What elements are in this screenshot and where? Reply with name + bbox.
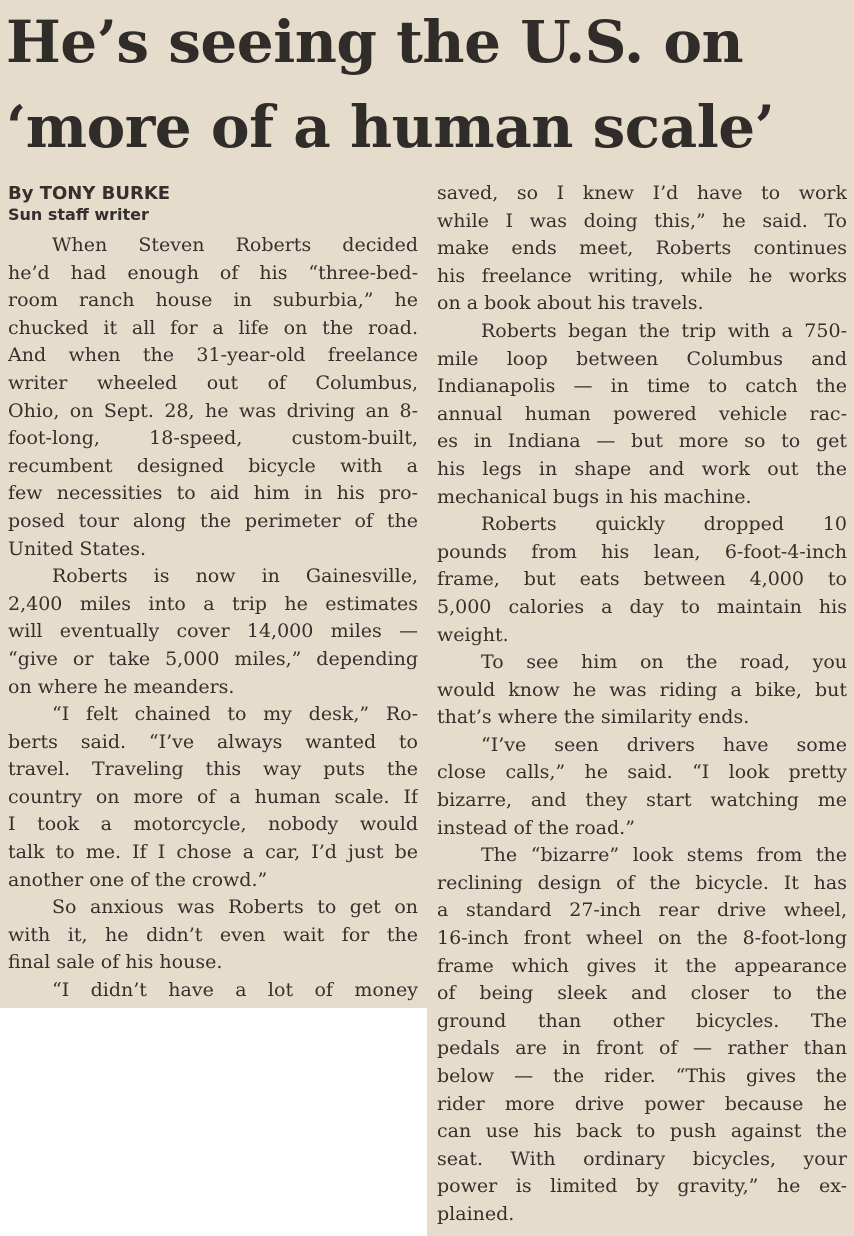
article-line: ground than other bicycles. The <box>437 1009 847 1032</box>
article-line: of being sleek and closer to the <box>437 982 847 1005</box>
article-line: country on more of a human scale. If <box>8 785 418 808</box>
article-line: reclining design of the bicycle. It has <box>437 871 847 894</box>
article-line: recumbent designed bicycle with a <box>8 454 418 477</box>
article-line: rider more drive power because he <box>437 1092 847 1115</box>
article-line: power is limited by gravity,” he ex- <box>437 1175 847 1198</box>
article-line: 16-inch front wheel on the 8-foot-long <box>437 927 847 950</box>
byline-role: Sun staff writer <box>8 205 149 224</box>
article-line: frame, but eats between 4,000 to <box>437 568 847 591</box>
article-line: final sale of his house. <box>8 951 223 974</box>
article-line: writer wheeled out of Columbus, <box>8 371 418 394</box>
article-line: few necessities to aid him in his pro- <box>8 482 418 505</box>
article-line: pounds from his lean, 6-foot-4-inch <box>437 540 847 563</box>
article-line: talk to me. If I chose a car, I’d just be <box>8 841 418 864</box>
article-line: mechanical bugs in his machine. <box>437 485 752 508</box>
article-line: “I’ve seen drivers have some <box>481 733 847 756</box>
article-line: I took a motorcycle, nobody would <box>8 813 418 836</box>
article-line: close calls,” he said. “I look pretty <box>437 761 847 784</box>
headline-line-2: ‘more of a human scale’ <box>6 93 775 161</box>
article-line: To see him on the road, you <box>481 651 847 674</box>
article-line: “I didn’t have a lot of money <box>52 979 418 1002</box>
byline <box>8 183 170 225</box>
article-line: The “bizarre” look stems from the <box>481 844 847 867</box>
article-line: So anxious was Roberts to get on <box>52 896 418 919</box>
article-line: Roberts is now in Gainesville, <box>52 565 418 588</box>
article-line: bizarre, and they start watching me <box>437 789 847 812</box>
article-line: room ranch house in suburbia,” he <box>8 289 418 312</box>
article-line: posed tour along the perimeter of the <box>8 509 418 532</box>
article-line: his legs in shape and work out the <box>437 457 847 480</box>
headline <box>6 0 851 170</box>
article-line: below — the rider. “This gives the <box>437 1065 847 1087</box>
headline-line-1: He’s seeing the U.S. on <box>6 8 744 76</box>
article-line: pedals are in front of — rather than <box>437 1037 847 1060</box>
article-line: that’s where the similarity ends. <box>437 706 750 729</box>
article-right-column <box>437 180 847 1229</box>
article-line: Ohio, on Sept. 28, he was driving an 8- <box>8 399 418 422</box>
article-line: 5,000 calories a day to maintain his <box>437 595 847 618</box>
article-line: frame which gives it the appearance <box>437 954 847 977</box>
article-line: “give or take 5,000 miles,” depending <box>8 647 418 670</box>
article-line: would know he was riding a bike, but <box>437 678 847 701</box>
article-line: When Steven Roberts decided <box>52 234 418 256</box>
article-line: foot-long, 18-speed, custom-built, <box>8 427 418 450</box>
article-line: Indianapolis — in time to catch the <box>437 375 847 398</box>
article-line: on a book about his travels. <box>437 292 704 315</box>
article-line: 2,400 miles into a trip he estimates <box>8 592 418 615</box>
article-line: chucked it all for a life on the road. <box>8 316 418 339</box>
article-line: make ends meet, Roberts continues <box>437 237 847 260</box>
article-line: he’d had enough of his “three-bed- <box>8 261 418 284</box>
article-line: saved, so I knew I’d have to work <box>437 182 847 204</box>
article-line: his freelance writing, while he works <box>437 264 847 287</box>
article-line: And when the 31-year-old freelance <box>8 344 418 367</box>
article-line: seat. With ordinary bicycles, your <box>437 1147 847 1170</box>
article-line: plained. <box>437 1202 515 1225</box>
article-line: mile loop between Columbus and <box>437 347 847 370</box>
article-line: es in Indiana — but more so to get <box>437 430 847 453</box>
article-line: Roberts began the trip with a 750- <box>481 319 847 342</box>
article-line: “I felt chained to my desk,” Ro- <box>52 703 418 726</box>
article-line: another one of the crowd.” <box>8 868 268 891</box>
article-line: a standard 27-inch rear drive wheel, <box>437 899 847 922</box>
article-line: will eventually cover 14,000 miles — <box>8 620 418 643</box>
article-line: instead of the road.” <box>437 816 635 839</box>
article-line: annual human powered vehicle rac- <box>437 402 847 425</box>
article-left-column <box>8 232 418 1005</box>
article-line: with it, he didn’t even wait for the <box>8 923 418 946</box>
article-line: United States. <box>8 537 147 560</box>
article-line: travel. Traveling this way puts the <box>8 758 418 781</box>
article-line: Roberts quickly dropped 10 <box>481 513 847 536</box>
article-line: on where he meanders. <box>8 675 235 698</box>
byline-author: By TONY BURKE <box>8 183 171 204</box>
article-line: while I was doing this,” he said. To <box>437 209 847 232</box>
article-line: weight. <box>437 623 509 646</box>
article-line: berts said. “I’ve always wanted to <box>8 730 418 753</box>
article-line: can use his back to push against the <box>437 1120 847 1143</box>
